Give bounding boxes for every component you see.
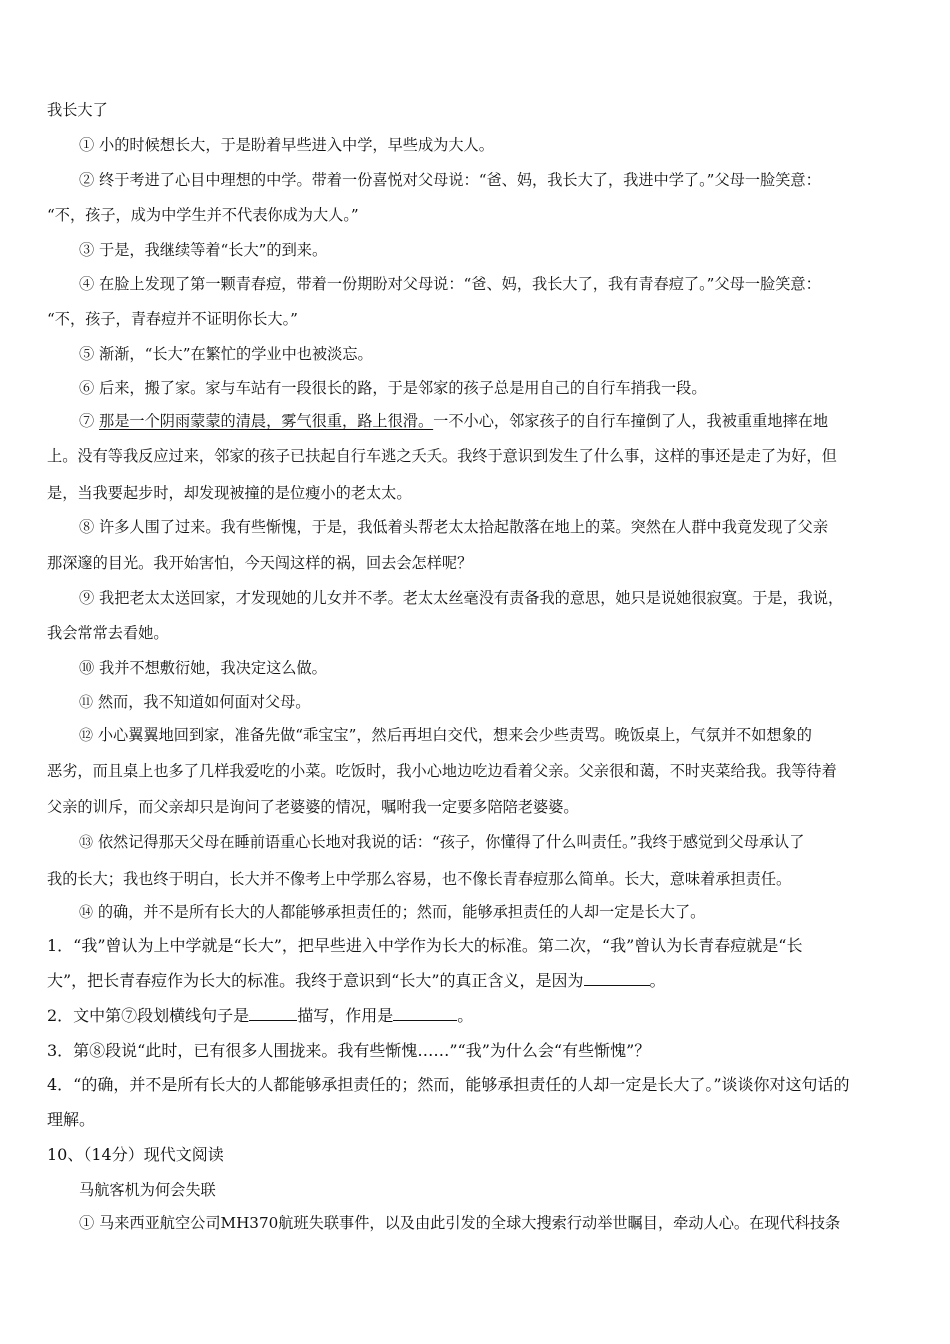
paragraph-12-text: 小心翼翼地回到家，准备先做“乖宝宝”，然后再坦白交代，想来会少些责骂。晚饭桌上，气氛并不如想象的 (93, 726, 812, 744)
paragraph-4-line-1: ④ 在脸上发现了第一颗青春痘，带着一份期盼对父母说：“爸、妈，我长大了，我有青春痘了。”父母一脸笑意： (79, 275, 821, 293)
question-4-line-2: 理解。 (47, 1110, 96, 1129)
answer-blank-1[interactable] (584, 971, 650, 986)
section-10-header: 10、（14分）现代文阅读 (47, 1145, 224, 1164)
paragraph-2-line-2: “不，孩子，成为中学生并不代表你成为大人。” (47, 206, 359, 224)
paragraph-7-line-2: 上。没有等我反应过来，邻家的孩子已扶起自行车逃之夭夭。我终于意识到发生了什么事，这样的事还是走了为好，但 (47, 447, 837, 465)
paragraph-5: ⑤ 渐渐，“长大”在繁忙的学业中也被淡忘。 (79, 345, 373, 363)
question-1-text: 大”，把长青春痘作为长大的标准。我终于意识到“长大”的真正含义，是因为 (47, 971, 584, 990)
paragraph-9-line-2: 我会常常去看她。 (47, 624, 169, 642)
paragraph-12-line-1 (79, 725, 812, 746)
paragraph-8-line-2: 那深邃的目光。我开始害怕，今天闯这样的祸，回去会怎样呢？ (47, 554, 473, 572)
answer-blank-2a[interactable] (249, 1006, 297, 1021)
paragraph-7-rest: 一不小心，邻家孩子的自行车撞倒了人，我被重重地摔在地 (433, 412, 829, 430)
paragraph-13-line-1 (79, 832, 804, 853)
paragraph-4-line-2: “不，孩子，青春痘并不证明你长大。” (47, 310, 298, 328)
paragraph-9-line-1: ⑨ 我把老太太送回家，才发现她的儿女并不孝。老太太丝毫没有责备我的意思，她只是说她很寂寞。于是，我说， (79, 589, 844, 607)
question-4-line-1: 4．“的确，并不是所有长大的人都能够承担责任的；然而，能够承担责任的人却一定是长大了。”谈谈你对这句话的 (47, 1075, 850, 1094)
section-10-title: 马航客机为何会失联 (79, 1181, 216, 1199)
paragraph-7-number: ⑦ (79, 412, 100, 430)
question-2-text-b: 描写，作用是 (297, 1006, 394, 1025)
question-2 (47, 1006, 473, 1026)
paragraph-1: ① 小的时候想长大，于是盼着早些进入中学，早些成为大人。 (79, 136, 494, 154)
underlined-sentence: 那是一个阴雨蒙蒙的清晨，雾气很重，路上很滑。 (99, 412, 434, 430)
paragraph-12-line-2: 恶劣，而且桌上也多了几样我爱吃的小菜。吃饭时，我小心地边吃边看着父亲。父亲很和蔼，不时夹菜给我。我等待着 (47, 762, 837, 780)
question-1-line-2 (47, 971, 666, 991)
section-10-paragraph-1: ① 马来西亚航空公司MH370航班失联事件，以及由此引发的全球大搜索行动举世瞩目，牵动人心。在现代科技条 (79, 1214, 841, 1232)
paragraph-14 (79, 902, 705, 923)
paragraph-10: ⑩ 我并不想敷衍她，我决定这么做。 (79, 659, 327, 677)
paragraph-11 (79, 692, 310, 713)
paragraph-7-line-3: 是，当我要起步时，却发现被撞的是位瘦小的老太太。 (47, 484, 412, 502)
question-2-end: 。 (457, 1006, 474, 1025)
paragraph-11-number: ⑪ (79, 695, 93, 711)
article-title: 我长大了 (47, 101, 108, 119)
paragraph-2-line-1: ② 终于考进了心目中理想的中学。带着一份喜悦对父母说：“爸、妈，我长大了，我进中学了。”父母一脸笑意： (79, 171, 821, 189)
question-2-text-a: 2．文中第⑦段划横线句子是 (47, 1006, 250, 1025)
paragraph-12-number: ⑫ (79, 728, 93, 744)
paragraph-8-line-1: ⑧ 许多人围了过来。我有些惭愧，于是，我低着头帮老太太拾起散落在地上的菜。突然在人群中我竟发现了父亲 (79, 518, 829, 536)
paragraph-13-line-2: 我的长大；我也终于明白，长大并不像考上中学那么容易，也不像长青春痘那么简单。长大，意味着承担责任。 (47, 870, 792, 888)
paragraph-13-text: 依然记得那天父母在睡前语重心长地对我说的话：“孩子，你懂得了什么叫责任。”我终于感觉到父母承认了 (93, 833, 805, 851)
answer-blank-2b[interactable] (393, 1006, 457, 1021)
paragraph-13-number: ⑬ (79, 835, 93, 851)
paragraph-6: ⑥ 后来，搬了家。家与车站有一段很长的路，于是邻家的孩子总是用自己的自行车捎我一段。 (79, 379, 707, 397)
question-1-line-1: 1．“我”曾认为上中学就是“长大”，把早些进入中学作为长大的标准。第二次，“我”曾认为长青春痘就是“长 (47, 936, 803, 955)
question-1-end: 。 (649, 971, 666, 990)
paragraph-11-text: 然而，我不知道如何面对父母。 (93, 693, 311, 711)
paragraph-3: ③ 于是，我继续等着“长大”的到来。 (79, 241, 328, 259)
paragraph-14-number: ⑭ (79, 905, 93, 921)
paragraph-12-line-3: 父亲的训斥，而父亲却只是询问了老婆婆的情况，嘱咐我一定要多陪陪老婆婆。 (47, 798, 579, 816)
question-3: 3．第⑧段说“此时，已有很多人围拢来。我有些惭愧……”“我”为什么会“有些惭愧”？ (47, 1041, 651, 1060)
paragraph-14-text: 的确，并不是所有长大的人都能够承担责任的；然而，能够承担责任的人却一定是长大了。 (93, 903, 706, 921)
paragraph-7-line-1 (79, 411, 828, 431)
